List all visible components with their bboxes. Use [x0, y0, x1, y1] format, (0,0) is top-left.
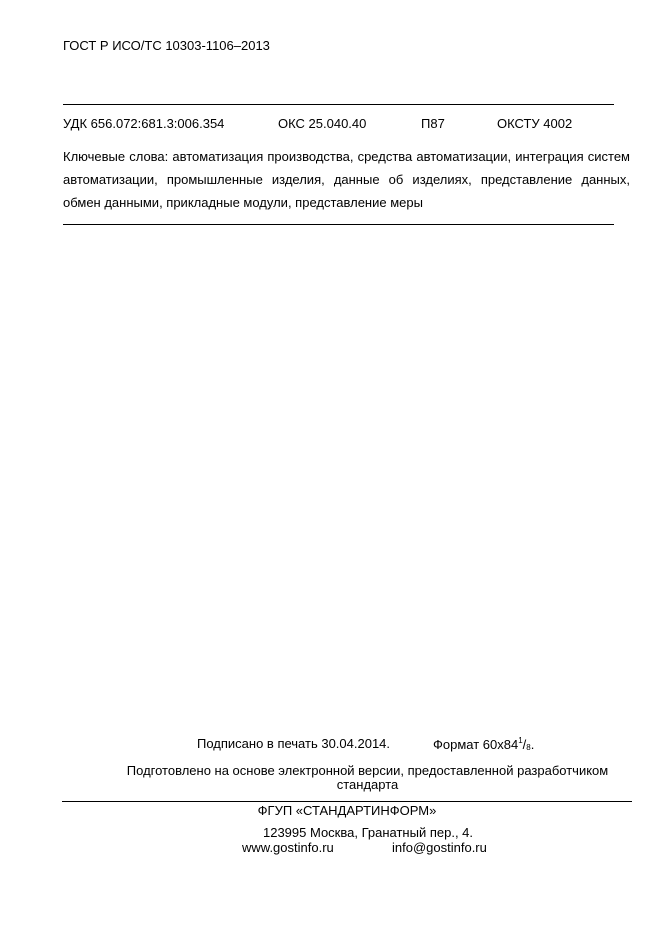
- website-link[interactable]: www.gostinfo.ru: [242, 840, 334, 855]
- udk-code: УДК 656.072:681.3:006.354: [63, 116, 225, 131]
- publisher-name: ФГУП «СТАНДАРТИНФОРМ»: [257, 803, 437, 818]
- format-denominator: 8: [526, 743, 531, 752]
- keywords-paragraph: Ключевые слова: автоматизация производства, средства автоматизации, интеграция систем автоматизации, промышленные изделия, данные об изделиях, представление данных, обмен данными, прикладные модули, представление меры: [63, 149, 630, 210]
- format-suffix: .: [530, 737, 535, 752]
- paper-format: [433, 736, 534, 752]
- standard-number: ГОСТ Р ИСО/ТС 10303-1106–2013: [63, 38, 270, 53]
- email-link[interactable]: info@gostinfo.ru: [392, 840, 487, 855]
- prepared-note: Подготовлено на основе электронной версии, предоставленной разработчиком стандарта: [126, 763, 609, 792]
- middle-divider: [63, 224, 614, 225]
- format-slash: /: [522, 737, 527, 752]
- okstu-code: ОКСТУ 4002: [497, 116, 573, 131]
- oks-code: ОКС 25.040.40: [278, 116, 367, 131]
- format-prefix: Формат 60x84: [433, 737, 519, 752]
- signed-for-print: Подписано в печать 30.04.2014.: [197, 736, 391, 751]
- publisher-address: 123995 Москва, Гранатный пер., 4.: [262, 825, 474, 840]
- top-divider: [63, 104, 614, 105]
- p-code: П87: [421, 116, 445, 131]
- bottom-divider: [62, 801, 632, 802]
- format-numerator: 1: [518, 736, 523, 745]
